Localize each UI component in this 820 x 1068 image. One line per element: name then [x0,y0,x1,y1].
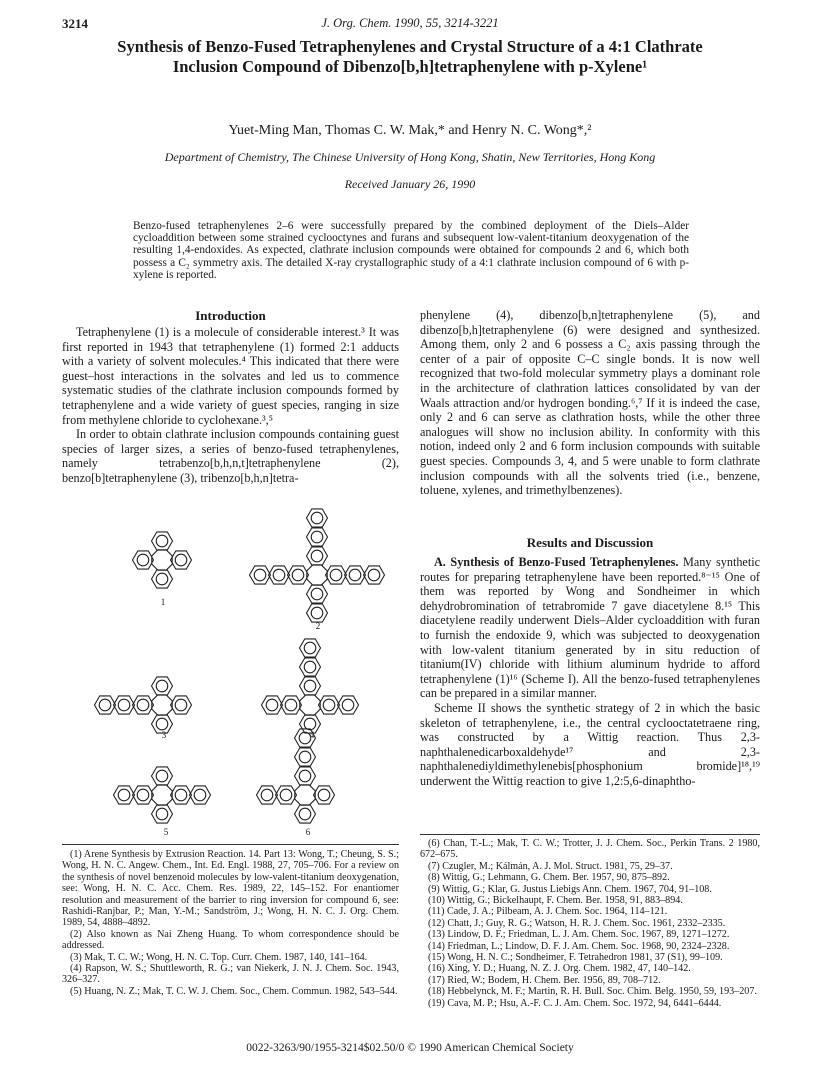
journal-citation: J. Org. Chem. 1990, 55, 3214-3221 [321,16,499,30]
footnote-rule-right [420,834,760,835]
footnote: (5) Huang, N. Z.; Mak, T. C. W. J. Chem. Soc., Chem. Commun. 1982, 543–544. [70,985,398,997]
footnotes-left [62,849,399,997]
footnote: (19) Cava, M. P.; Hsu, A.-F. C. J. Am. Chem. Soc. 1972, 94, 6441–6444. [428,997,722,1009]
footnote: (16) Xing, Y. D.; Huang, N. Z. J. Org. Chem. 1982, 47, 140–142. [428,963,691,975]
benzene-ring [152,570,173,588]
results-heading: Results and Discussion [526,535,654,550]
benzene-ring [319,696,340,714]
footnote: (9) Wittig, G.; Klar, G. Justus Liebigs Ann. Chem. 1967, 704, 91–108. [428,883,712,895]
footnote: (13) Lindow, D. F.; Friedman, L. J. Am. Chem. Soc. 1967, 89, 1271–1272. [428,929,730,941]
benzene-ring [152,767,173,785]
compound-label-2: 2 [315,621,321,631]
introduction-continued [420,308,760,498]
footnote: (17) Ried, W.; Bodem, H. Chem. Ber. 1956, 89, 708–712. [428,974,661,986]
results-paragraph-2: Scheme II shows the synthetic strategy of 2 in which the basic skeleton of tetraphenylene, i.e., the central cyclooctatetraene ring, was constructed by a Wittig reaction. Thus 2,3-naphthalenedicarboxaldehyde¹⁷ and 2,3-naphthalenediyldimethylenebis[phosphonium bromide]¹⁸,¹⁹ underwent the Wittig reaction to give 1,2:5,6-dinaphtho- [420,700,760,788]
benzene-ring [307,585,328,603]
benzene-ring [114,696,135,714]
benzene-ring [307,547,328,565]
benzene-ring [133,786,154,804]
article-affiliation: Department of Chemistry, The Chinese University of Hong Kong, Shatin, New Territories, Hong Kong [164,150,656,164]
benzene-ring [257,786,278,804]
structures-figure [62,500,399,835]
intro-paragraph-3: phenylene (4), dibenzo[b,n]tetraphenylene (5), and dibenzo[b,h]tetraphenylene (6) were designed and synthesized. Among them, only 2 and 6 possess a C₂ axis passing through the center of a pair of opposite C–C single bonds. It is now well recognized that two-fold molecular symmetry plays a dominant role in the architecture of clathration lattices consolidated by van der Waals attraction and/or hydrogen bonding.⁶,⁷ If it is indeed the case, only 2 and 6 can serve as clathration hosts, while the other three analogues will show no inclusion ability. In conformity with this notion, indeed only 2 and 6 form inclusion compounds with suitable guest species. Compounds 3, 4, and 5 were unable to form clathrate inclusion compounds with all the solvents tried (i.e., benzene, toluene, xylenes, and trimethylbenzenes). [420,308,760,498]
compound-label-5: 5 [163,827,169,837]
footnote-rule-left [62,844,399,845]
footnote: (4) Rapson, W. S.; Shuttleworth, R. G.; van Niekerk, J. N. J. Chem. Soc. 1943, 326–327. [62,963,399,986]
footnote: (14) Friedman, L.; Lindow, D. F. J. Am. Chem. Soc. 1968, 90, 2324–2328. [428,940,730,952]
benzene-ring [269,566,290,584]
benzene-ring [171,551,192,569]
benzene-ring [295,805,316,823]
compound-label-4: 4 [309,730,315,740]
footnote: (7) Czugler, M.; Kálmán, A. J. Mol. Struct. 1981, 75, 29–37. [428,860,673,872]
footnote: (1) Arene Synthesis by Extrusion Reaction. 14. Part 13: Wong, T.; Cheung, S. S.; Wong, H. N. C. Angew. Chem., Int. Ed. Engl. 1988, 27, 705–706. For a review on the synthesis of novel benzenoid molecules by low-valent-titanium deoxygenation, see: Wong, H. N. C. Acc. Chem. Res. 1989, 22, 145–152. For enantiomer resolution and measurement of the barrier to ring inversion for compound 6, see: Rashidi-Ranjbar, P.; Man, Y.-M.; Sandström, J.; Wong, H. N. C. J. Org. Chem. 1989, 54, 4888–4892. [62,849,399,929]
page-number: 3214 [62,16,88,31]
abstract: Benzo-fused tetraphenylenes 2–6 were successfully prepared by the combined deployment of the Diels–Alder cycloaddition between some strained cyclooctynes and furans and subsequent low-valent-titanium deoxygenation of the resulting 1,4-endoxides. As expected, clathrate inclusion compounds were obtained for compounds 2 and 6, which both possess a C₂ symmetry axis. The detailed X-ray crystallographic study of a 4:1 clathrate inclusion compound of 6 with p-xylene is reported. [133,220,689,281]
benzene-ring [307,509,328,527]
cyclooctatetraene-ring [307,565,327,585]
footnote: (8) Wittig, G.; Lehmann, G. Chem. Ber. 1957, 90, 875–892. [428,872,670,884]
benzene-ring [300,658,321,676]
footnote: (18) Hebbelynck, M. F.; Martin, R. H. Bull. Soc. Chim. Belg. 1950, 59, 193–207. [428,986,757,998]
introduction-text [62,325,399,486]
intro-paragraph-1: Tetraphenylene (1) is a molecule of considerable interest.³ It was first reported in 1943 that tetraphenylene (1) formed 2:1 adducts with a variety of solvent molecules.⁴ This indicated that there were guest–host interactions in the solvates and led us to commence systematic studies of the clathrate inclusion compounds formed by tetraphenylene and a wide variety of guest species, ranging in size from methylene chloride to cyclohexane.³,⁵ [62,325,399,427]
benzene-ring [114,786,135,804]
benzene-ring [152,532,173,550]
benzene-ring [262,696,283,714]
results-subheading: A. Synthesis of Benzo-Fused Tetraphenylenes. [434,555,679,569]
benzene-ring [190,786,211,804]
footnote: (6) Chan, T.-L.; Mak, T. C. W.; Trotter, J. J. Chem. Soc., Perkin Trans. 2 1980, 672–675. [420,838,760,861]
benzene-ring [95,696,116,714]
results-paragraph-1: Many synthetic routes for preparing tetraphenylene have been reported.⁸⁻¹⁵ One of them was reported by Wong and Sondheimer in which dehydrobromination of tetrabromide 7 gave diacetylene 8.¹⁵ This diacetylene readily underwent Diels–Alder cycloaddition with furan to furnish the endoxide 9, which was subjected to deoxygenation with low-valent titanium generated by in situ reduction of titanium(IV) chloride with lithium aluminum hydride to afford tetraphenylene (1)¹⁶ (Scheme I). All the benzo-fused tetraphenylenes can be prepared in a similar manner. [420,555,761,701]
cyclooctatetraene-ring [152,695,172,715]
introduction-heading: Introduction [195,308,266,323]
copyright-line: 0022-3263/90/1955-3214$02.50/0 © 1990 American Chemical Society [246,1042,574,1054]
benzene-ring [288,566,309,584]
benzene-ring [171,696,192,714]
compound-label-6: 6 [305,827,311,837]
cyclooctatetraene-ring [295,785,315,805]
cyclooctatetraene-ring [300,695,320,715]
footnote: (12) Chatt, J.; Guy, R. G.; Watson, H. R. J. Chem. Soc. 1961, 2332–2335. [428,917,726,929]
compound-label-1: 1 [160,597,166,607]
benzene-ring [171,786,192,804]
benzene-ring [295,767,316,785]
compound-label-3: 3 [161,730,167,740]
benzene-ring [133,696,154,714]
benzene-ring [300,639,321,657]
footnotes-right [420,838,760,1009]
benzene-ring [276,786,297,804]
benzene-ring [133,551,154,569]
benzene-ring [364,566,385,584]
article-authors: Yuet-Ming Man, Thomas C. W. Mak,* and Henry N. C. Wong*,² [228,123,592,138]
benzo-fused-tetraphenylene-structures [62,500,399,835]
footnote: (10) Wittig, G.; Bickelhaupt, F. Chem. Ber. 1958, 91, 883–894. [428,895,683,907]
benzene-ring [250,566,271,584]
cyclooctatetraene-ring [152,785,172,805]
intro-paragraph-2: In order to obtain clathrate inclusion compounds containing guest species of larger sizes, a series of benzo-fused tetraphenylenes, namely tetrabenzo[b,h,n,t]tetraphenylene (2), benzo[b]tetraphenylene (3), tribenzo[b,h,n]tetra- [62,427,399,485]
benzene-ring [314,786,335,804]
footnote: (11) Cade, J. A.; Pilbeam, A. J. Chem. Soc. 1964, 114–121. [428,906,668,918]
results-text [420,555,760,789]
footnote: (2) Also known as Nai Zheng Huang. To whom correspondence should be addressed. [62,928,399,952]
benzene-ring [281,696,302,714]
benzene-ring [345,566,366,584]
cyclooctatetraene-ring [152,550,172,570]
article-title: Synthesis of Benzo-Fused Tetraphenylenes and Crystal Structure of a 4:1 Clathrate Inclusion Compound of Dibenzo[b,h]tetraphenylene with p-Xylene¹ [117,37,703,76]
benzene-ring [307,528,328,546]
benzene-ring [152,805,173,823]
footnote: (15) Wong, H. N. C.; Sondheimer, F. Tetrahedron 1981, 37 (S1), 99–109. [428,952,723,964]
benzene-ring [307,604,328,622]
benzene-ring [152,677,173,695]
received-date: Received January 26, 1990 [344,177,476,191]
benzene-ring [300,677,321,695]
footnote: (3) Mak, T. C. W.; Wong, H. N. C. Top. Curr. Chem. 1987, 140, 141–164. [70,951,368,963]
benzene-ring [295,748,316,766]
benzene-ring [338,696,359,714]
benzene-ring [326,566,347,584]
